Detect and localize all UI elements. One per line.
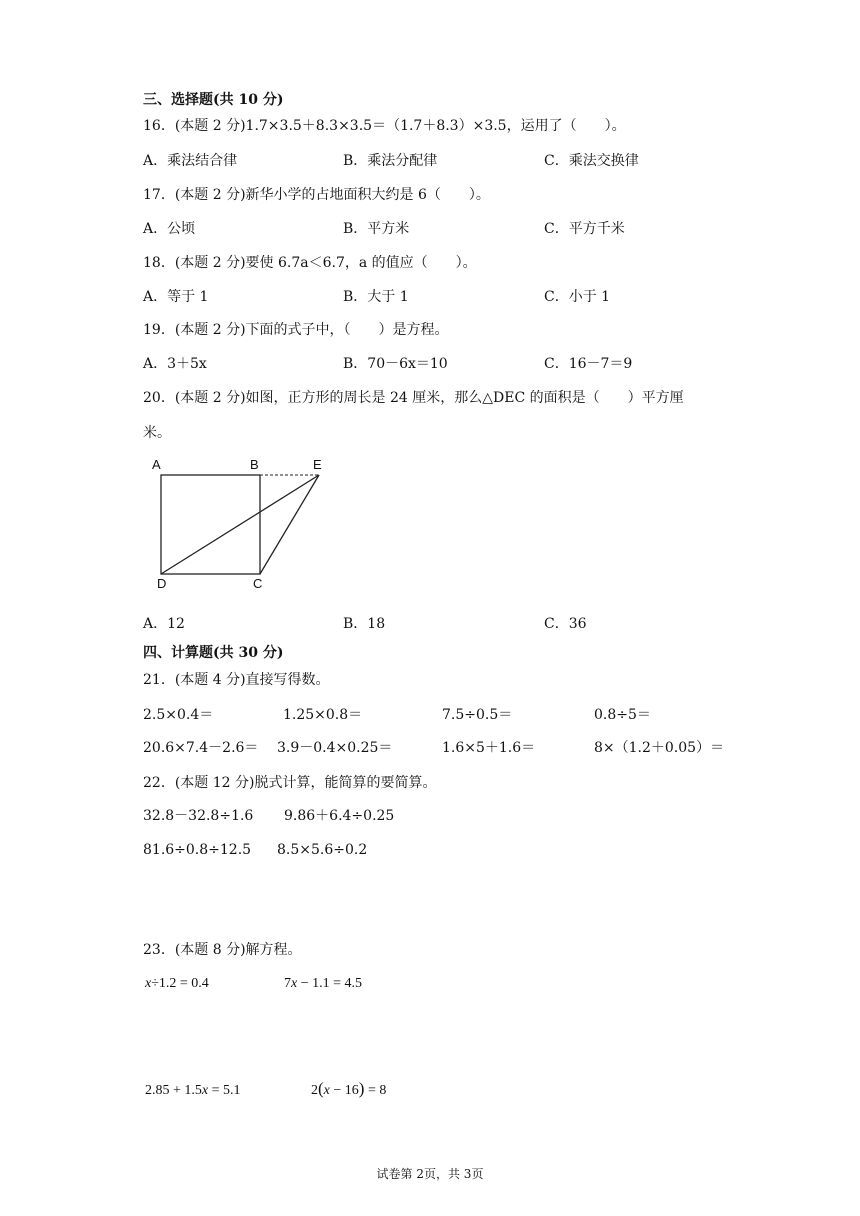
segment-de bbox=[161, 475, 319, 574]
q20-option-b: B．18 bbox=[343, 616, 386, 632]
q19-option-b: B．70－6x＝10 bbox=[343, 356, 448, 372]
q18-option-b: B．大于 1 bbox=[343, 289, 409, 305]
q22-item-3: 81.6÷0.8÷12.5 bbox=[143, 842, 252, 858]
q17-option-b: B．平方米 bbox=[343, 221, 410, 237]
question-19-text: 19．(本题 2 分)下面的式子中，（ ）是方程。 bbox=[143, 322, 449, 338]
label-b: B bbox=[250, 457, 259, 472]
eq4-mid: − 16 bbox=[329, 1083, 359, 1098]
question-23-text: 23．(本题 8 分)解方程。 bbox=[143, 942, 302, 958]
open-paren: ( bbox=[318, 1079, 324, 1098]
close-paren: ) bbox=[358, 1079, 365, 1098]
q23-equation-1 bbox=[145, 975, 209, 993]
q23-equation-2 bbox=[284, 975, 362, 993]
q21-item-2: 1.25×0.8＝ bbox=[283, 707, 363, 723]
q16-option-b: B．乘法分配律 bbox=[343, 153, 438, 169]
question-18-text: 18．(本题 2 分)要使 6.7a＜6.7，a 的值应（ ）。 bbox=[143, 255, 477, 271]
eq3-rest: = 5.1 bbox=[208, 1083, 241, 1098]
label-c: C bbox=[253, 576, 263, 591]
label-d: D bbox=[157, 576, 167, 591]
q23-equation-4 bbox=[311, 1080, 386, 1100]
eq3-pre: 2.85 + 1.5 bbox=[145, 1083, 202, 1098]
q20-option-c: C．36 bbox=[544, 616, 587, 632]
q17-option-a: A．公顷 bbox=[143, 221, 196, 237]
q16-option-c: C．乘法交换律 bbox=[544, 153, 639, 169]
q20-option-a: A．12 bbox=[143, 616, 185, 632]
eq2-coef: 7 bbox=[284, 976, 291, 991]
q17-option-c: C．平方千米 bbox=[544, 221, 625, 237]
q21-item-1: 2.5×0.4＝ bbox=[143, 707, 214, 723]
q21-item-5: 20.6×7.4－2.6＝ bbox=[143, 740, 259, 756]
section-title-choice: 三、选择题(共 10 分) bbox=[143, 92, 284, 108]
square-triangle-figure bbox=[145, 452, 345, 597]
q21-item-8: 8×（1.2＋0.05）＝ bbox=[594, 740, 725, 756]
q21-item-3: 7.5÷0.5＝ bbox=[442, 707, 513, 723]
eq4-rest: = 8 bbox=[364, 1083, 387, 1098]
eq2-rest: − 1.1 = 4.5 bbox=[297, 976, 363, 991]
variable-x: x bbox=[145, 976, 152, 991]
variable-x: x bbox=[291, 976, 298, 991]
q21-item-7: 1.6×5＋1.6＝ bbox=[442, 740, 536, 756]
q18-option-c: C．小于 1 bbox=[544, 289, 611, 305]
q21-item-6: 3.9－0.4×0.25＝ bbox=[277, 740, 393, 756]
q19-option-c: C．16－7＝9 bbox=[544, 356, 633, 372]
variable-x: x bbox=[201, 1083, 209, 1098]
segment-ec bbox=[260, 475, 319, 574]
q22-item-1: 32.8－32.8÷1.6 bbox=[143, 808, 254, 824]
q16-option-a: A．乘法结合律 bbox=[143, 153, 238, 169]
section-title-calculation: 四、计算题(共 30 分) bbox=[143, 645, 284, 661]
question-17-text: 17．(本题 2 分)新华小学的占地面积大约是 6（ ）。 bbox=[143, 187, 490, 203]
label-e: E bbox=[313, 457, 322, 472]
question-21-text: 21．(本题 4 分)直接写得数。 bbox=[143, 672, 330, 688]
question-20-text-line1: 20．(本题 2 分)如图，正方形的周长是 24 厘米，那么△DEC 的面积是（ ）平方厘 bbox=[143, 390, 684, 406]
question-22-text: 22．(本题 12 分)脱式计算，能简算的要简算。 bbox=[143, 775, 437, 791]
eq1-rest: ÷1.2 = 0.4 bbox=[151, 976, 209, 991]
q22-item-4: 8.5×5.6÷0.2 bbox=[277, 842, 368, 858]
variable-x: x bbox=[323, 1083, 330, 1098]
label-a: A bbox=[152, 457, 161, 472]
question-20-text-line2: 米。 bbox=[143, 425, 171, 441]
q18-option-a: A．等于 1 bbox=[143, 289, 209, 305]
square-abcd bbox=[161, 475, 260, 574]
page-footer: 试卷第 2页，共 3页 bbox=[376, 1167, 484, 1181]
eq4-pre: 2 bbox=[311, 1083, 318, 1098]
q22-item-2: 9.86＋6.4÷0.25 bbox=[284, 808, 395, 824]
question-16-text: 16．(本题 2 分)1.7×3.5＋8.3×3.5＝（1.7＋8.3）×3.5，运用了（ ）。 bbox=[143, 118, 626, 134]
q19-option-a: A．3＋5x bbox=[143, 356, 207, 372]
q21-item-4: 0.8÷5＝ bbox=[594, 707, 651, 723]
q23-equation-3 bbox=[145, 1082, 241, 1100]
